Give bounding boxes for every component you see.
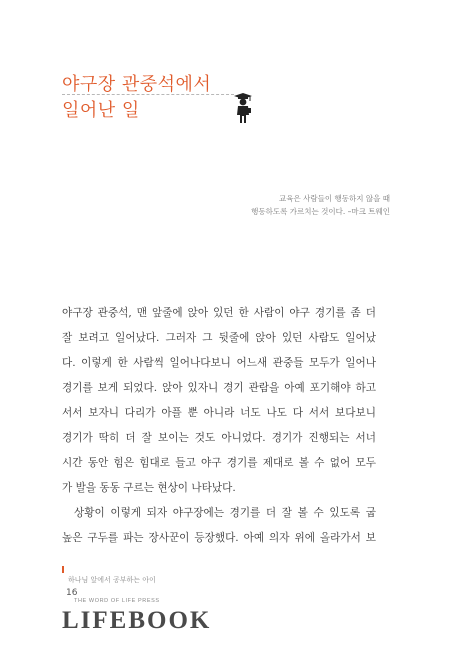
footer-accent-mark [62,566,64,573]
body-line-10: 높은 구두를 파는 장사꾼이 등장했다. 아예 의자 위에 올라가서 보 [62,532,376,544]
lifebook-logo [62,592,212,634]
quote-line-2: 행동하도록 가르치는 것이다. –마크 트웨인 [251,207,390,216]
logo-subtitle: THE WORD OF LIFE PRESS [74,598,160,604]
student-icon [234,93,252,123]
body-line-7: 시간 동안 힘은 힘대로 들고 야구 경기를 제대로 볼 수 없어 모두 [62,457,376,469]
page-number: 16 [66,588,78,598]
body-line-2: 잘 보려고 일어났다. 그러자 그 뒷줄에 앉아 있던 사람도 일어났 [62,332,376,344]
quote-line-1: 교육은 사람들이 행동하지 않을 때 [279,194,390,203]
body-line-9: 상황이 이렇게 되자 야구장에는 경기를 더 잘 볼 수 있도록 굽 [74,507,376,519]
body-line-8: 가 발을 동동 구르는 현상이 나타났다. [62,482,236,494]
body-line-1: 야구장 관중석, 맨 앞줄에 앉아 있던 한 사람이 야구 경기를 좀 더 [62,307,376,319]
title-divider [62,94,234,95]
body-line-6: 경기가 딱히 더 잘 보이는 것도 아니었다. 경기가 진행되는 서너 [62,432,376,444]
chapter-title-line-1: 야구장 관중석에서 [62,74,212,95]
body-line-4: 경기를 보게 되었다. 앉아 있자니 경기 관람을 아예 포기해야 하고 [62,382,376,394]
logo-wordmark: LIFEBOOK [62,607,212,634]
footer-book-title: 하나님 앞에서 공부하는 아이 [68,576,156,584]
chapter-title-line-2: 일어난 일 [62,100,140,121]
body-line-3: 다. 이렇게 한 사람씩 일어나다보니 어느새 관중들 모두가 일어나 [62,357,376,369]
body-line-5: 서서 보자니 다리가 아플 뿐 아니라 너도 나도 다 서서 보다보니 [62,407,376,419]
